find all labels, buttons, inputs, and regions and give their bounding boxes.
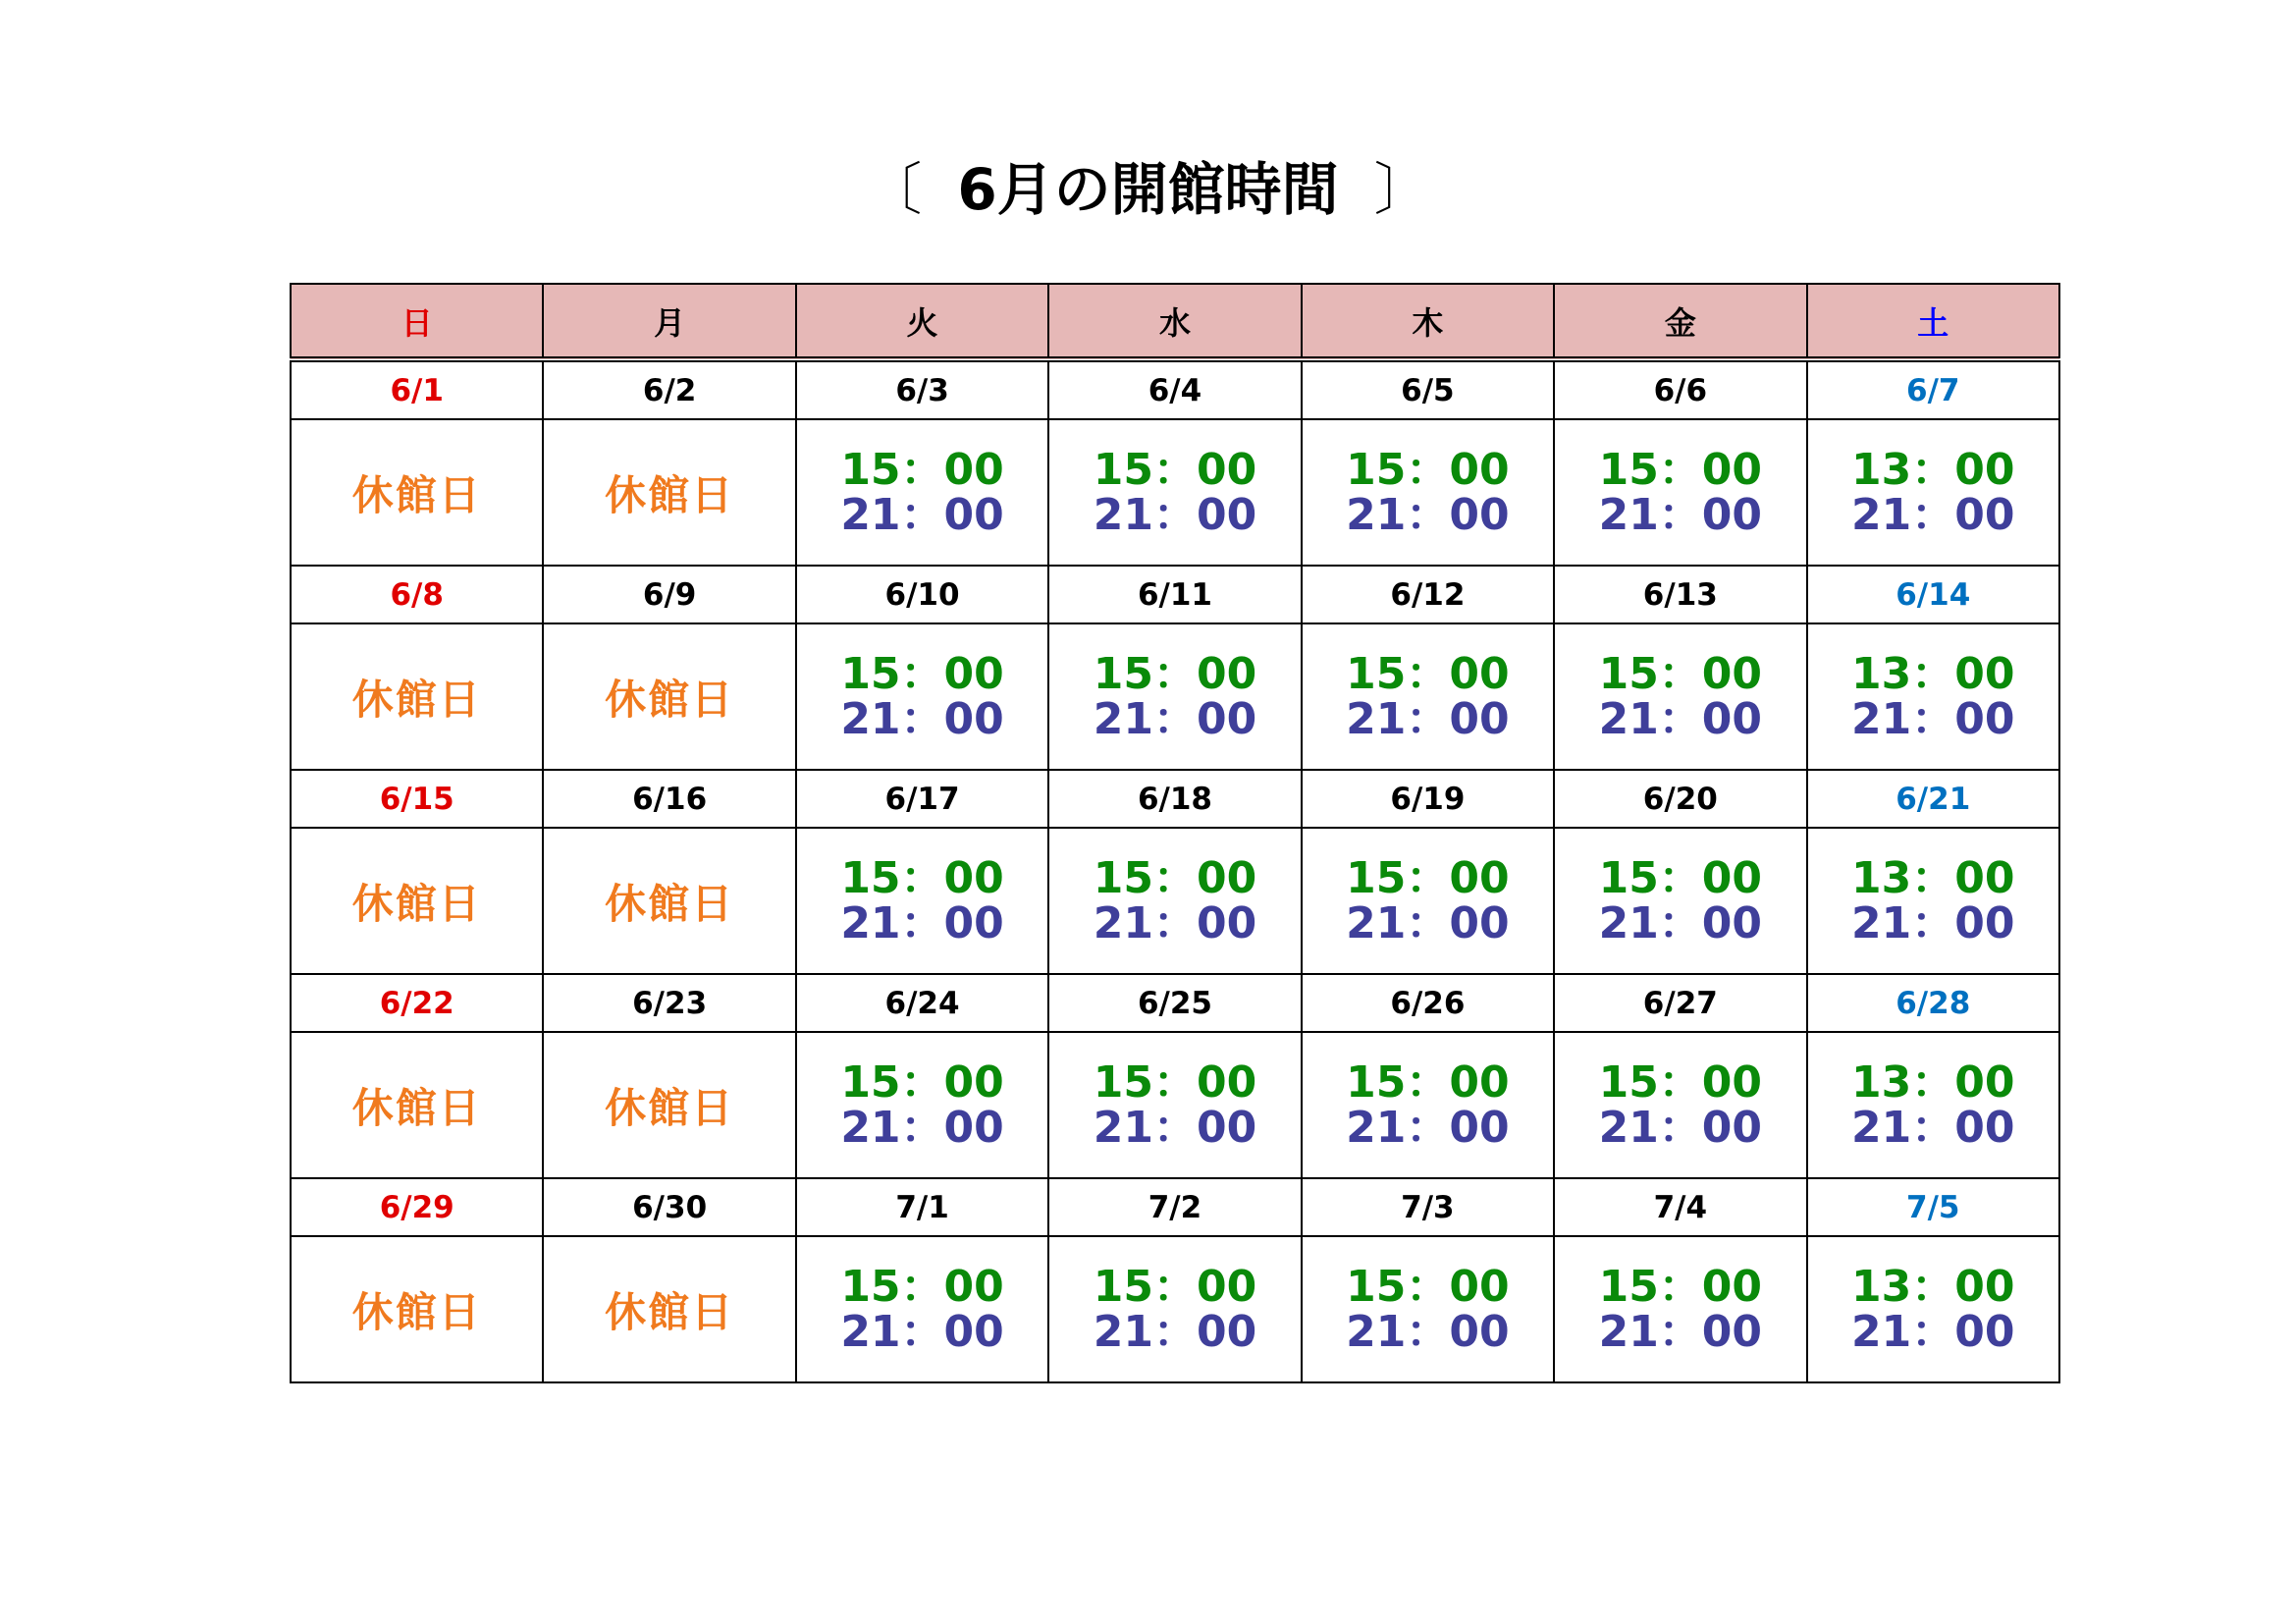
date-cell-fri: 6/6	[1554, 359, 1806, 419]
hours-cell-thu	[1302, 1032, 1554, 1178]
opening-time: 13：00	[1851, 648, 2015, 699]
date-cell-mon: 6/9	[543, 566, 795, 623]
closing-time: 21：00	[840, 1306, 1004, 1357]
date-cell-fri: 7/4	[1554, 1178, 1806, 1236]
closed-label: 休館日	[351, 470, 482, 519]
date-row	[291, 566, 2059, 623]
date-cell-mon: 6/30	[543, 1178, 795, 1236]
hours-row	[291, 419, 2059, 566]
opening-time: 13：00	[1851, 1056, 2015, 1108]
opening-time: 15：00	[1346, 852, 1510, 903]
opening-time: 15：00	[1093, 648, 1257, 699]
closing-time: 21：00	[1598, 1306, 1763, 1357]
hours-cell-tue	[796, 419, 1048, 566]
date-cell-wed: 6/11	[1048, 566, 1301, 623]
date-cell-sun: 6/15	[291, 770, 543, 828]
closing-time: 21：00	[1093, 693, 1257, 744]
closed-label: 休館日	[351, 1287, 482, 1336]
hours-cell-sun	[291, 1032, 543, 1178]
hours-cell-wed	[1048, 1236, 1301, 1382]
closed-label: 休館日	[351, 1083, 482, 1132]
date-cell-sat: 6/14	[1807, 566, 2059, 623]
hours-row	[291, 1032, 2059, 1178]
hours-cell-fri	[1554, 1236, 1806, 1382]
closing-time: 21：00	[1346, 1102, 1510, 1153]
closing-time: 21：00	[1093, 897, 1257, 948]
opening-time: 15：00	[1093, 444, 1257, 495]
closing-time: 21：00	[1346, 489, 1510, 540]
hours-cell-sat	[1807, 1032, 2059, 1178]
hours-cell-wed	[1048, 419, 1301, 566]
hours-cell-fri	[1554, 419, 1806, 566]
date-cell-sun: 6/8	[291, 566, 543, 623]
date-cell-wed: 7/2	[1048, 1178, 1301, 1236]
date-row	[291, 359, 2059, 419]
date-cell-fri: 6/13	[1554, 566, 1806, 623]
hours-cell-thu	[1302, 623, 1554, 770]
hours-cell-mon	[543, 623, 795, 770]
opening-time: 15：00	[840, 852, 1004, 903]
closing-time: 21：00	[1851, 693, 2015, 744]
opening-time: 15：00	[1346, 1056, 1510, 1108]
weekday-header-wed: 水	[1048, 284, 1301, 359]
date-cell-fri: 6/20	[1554, 770, 1806, 828]
date-cell-mon: 6/23	[543, 974, 795, 1032]
hours-row	[291, 623, 2059, 770]
hours-cell-tue	[796, 1236, 1048, 1382]
weekday-header-sun: 日	[291, 284, 543, 359]
date-cell-tue: 6/17	[796, 770, 1048, 828]
date-cell-thu: 6/26	[1302, 974, 1554, 1032]
closing-time: 21：00	[1346, 897, 1510, 948]
opening-time: 15：00	[1093, 852, 1257, 903]
hours-cell-sun	[291, 419, 543, 566]
opening-time: 15：00	[840, 444, 1004, 495]
opening-time: 15：00	[1598, 1056, 1763, 1108]
hours-cell-mon	[543, 1236, 795, 1382]
weekday-header-fri: 金	[1554, 284, 1806, 359]
hours-cell-fri	[1554, 623, 1806, 770]
closed-label: 休館日	[351, 675, 482, 724]
hours-cell-sun	[291, 623, 543, 770]
weekday-header-sat: 土	[1807, 284, 2059, 359]
title-close-bracket: 〕	[1373, 156, 1431, 223]
page-title	[0, 145, 2296, 234]
hours-cell-mon	[543, 828, 795, 974]
closed-label: 休館日	[351, 879, 482, 928]
date-row	[291, 974, 2059, 1032]
opening-time: 15：00	[840, 1056, 1004, 1108]
hours-cell-wed	[1048, 1032, 1301, 1178]
hours-cell-fri	[1554, 828, 1806, 974]
closing-time: 21：00	[840, 897, 1004, 948]
date-cell-sun: 6/29	[291, 1178, 543, 1236]
hours-cell-thu	[1302, 828, 1554, 974]
closing-time: 21：00	[840, 489, 1004, 540]
hours-cell-sun	[291, 1236, 543, 1382]
date-cell-tue: 6/24	[796, 974, 1048, 1032]
calendar-body	[291, 359, 2059, 1382]
date-cell-sun: 6/22	[291, 974, 543, 1032]
opening-time: 15：00	[840, 1261, 1004, 1312]
date-cell-sat: 7/5	[1807, 1178, 2059, 1236]
hours-cell-sun	[291, 828, 543, 974]
closing-time: 21：00	[1598, 1102, 1763, 1153]
closing-time: 21：00	[1851, 489, 2015, 540]
hours-cell-sat	[1807, 828, 2059, 974]
title-text: 6月の開館時間	[957, 156, 1339, 223]
date-cell-sat: 6/7	[1807, 359, 2059, 419]
date-cell-thu: 6/19	[1302, 770, 1554, 828]
opening-time: 15：00	[1346, 1261, 1510, 1312]
opening-time: 13：00	[1851, 444, 2015, 495]
hours-row	[291, 828, 2059, 974]
date-cell-thu: 6/5	[1302, 359, 1554, 419]
opening-time: 15：00	[1598, 1261, 1763, 1312]
date-cell-sat: 6/28	[1807, 974, 2059, 1032]
opening-time: 15：00	[1346, 444, 1510, 495]
date-row	[291, 1178, 2059, 1236]
closing-time: 21：00	[1598, 897, 1763, 948]
hours-cell-tue	[796, 623, 1048, 770]
hours-row	[291, 1236, 2059, 1382]
closing-time: 21：00	[1851, 1102, 2015, 1153]
hours-cell-thu	[1302, 1236, 1554, 1382]
opening-time: 15：00	[840, 648, 1004, 699]
closing-time: 21：00	[1093, 1102, 1257, 1153]
date-cell-sun: 6/1	[291, 359, 543, 419]
hours-cell-mon	[543, 1032, 795, 1178]
hours-cell-wed	[1048, 623, 1301, 770]
closing-time: 21：00	[1093, 489, 1257, 540]
date-cell-thu: 6/12	[1302, 566, 1554, 623]
closing-time: 21：00	[840, 693, 1004, 744]
date-cell-tue: 6/3	[796, 359, 1048, 419]
hours-cell-fri	[1554, 1032, 1806, 1178]
closing-time: 21：00	[1093, 1306, 1257, 1357]
closed-label: 休館日	[605, 1083, 735, 1132]
date-cell-thu: 7/3	[1302, 1178, 1554, 1236]
opening-time: 15：00	[1093, 1261, 1257, 1312]
date-row	[291, 770, 2059, 828]
date-cell-tue: 6/10	[796, 566, 1048, 623]
opening-time: 15：00	[1598, 852, 1763, 903]
closing-time: 21：00	[1851, 897, 2015, 948]
closed-label: 休館日	[605, 1287, 735, 1336]
hours-cell-tue	[796, 828, 1048, 974]
closing-time: 21：00	[1346, 1306, 1510, 1357]
date-cell-tue: 7/1	[796, 1178, 1048, 1236]
opening-time: 15：00	[1598, 444, 1763, 495]
weekday-header-row	[291, 284, 2059, 359]
hours-cell-thu	[1302, 419, 1554, 566]
weekday-header-tue: 火	[796, 284, 1048, 359]
hours-cell-sat	[1807, 623, 2059, 770]
hours-cell-mon	[543, 419, 795, 566]
date-cell-wed: 6/18	[1048, 770, 1301, 828]
closing-time: 21：00	[1598, 489, 1763, 540]
date-cell-wed: 6/4	[1048, 359, 1301, 419]
hours-calendar-table	[290, 283, 2060, 1383]
date-cell-mon: 6/16	[543, 770, 795, 828]
hours-cell-sat	[1807, 419, 2059, 566]
opening-time: 13：00	[1851, 852, 2015, 903]
hours-cell-sat	[1807, 1236, 2059, 1382]
hours-cell-tue	[796, 1032, 1048, 1178]
opening-time: 15：00	[1346, 648, 1510, 699]
closed-label: 休館日	[605, 470, 735, 519]
closing-time: 21：00	[840, 1102, 1004, 1153]
opening-time: 13：00	[1851, 1261, 2015, 1312]
hours-cell-wed	[1048, 828, 1301, 974]
title-open-bracket: 〔	[865, 156, 923, 223]
closing-time: 21：00	[1346, 693, 1510, 744]
opening-time: 15：00	[1093, 1056, 1257, 1108]
date-cell-wed: 6/25	[1048, 974, 1301, 1032]
date-cell-mon: 6/2	[543, 359, 795, 419]
closing-time: 21：00	[1851, 1306, 2015, 1357]
closing-time: 21：00	[1598, 693, 1763, 744]
date-cell-sat: 6/21	[1807, 770, 2059, 828]
date-cell-fri: 6/27	[1554, 974, 1806, 1032]
opening-time: 15：00	[1598, 648, 1763, 699]
weekday-header-thu: 木	[1302, 284, 1554, 359]
closed-label: 休館日	[605, 675, 735, 724]
closed-label: 休館日	[605, 879, 735, 928]
weekday-header-mon: 月	[543, 284, 795, 359]
